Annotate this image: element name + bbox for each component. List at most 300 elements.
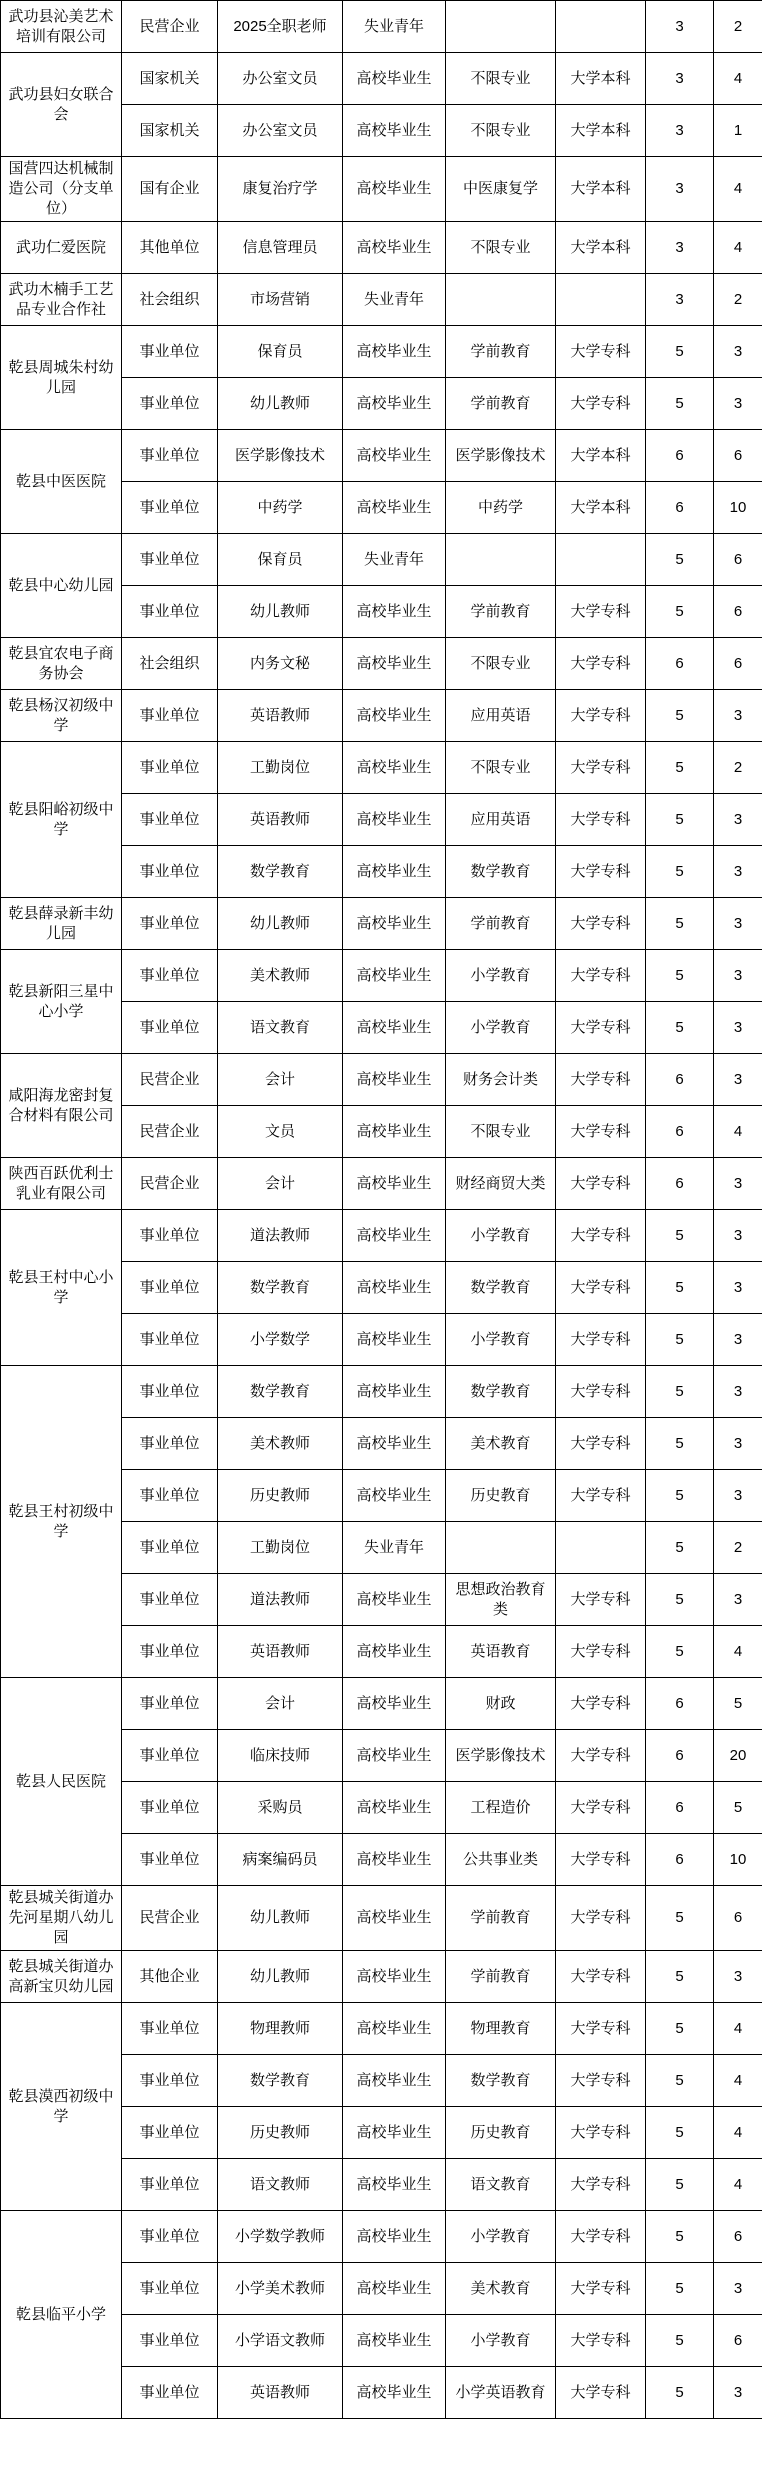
major-requirement-cell: 不限专业 xyxy=(446,105,556,157)
duration-cell: 6 xyxy=(646,1782,714,1834)
position-cell: 历史教师 xyxy=(218,2107,343,2159)
unit-type-cell: 事业单位 xyxy=(122,534,218,586)
education-requirement-cell: 大学专科 xyxy=(556,2159,646,2211)
table-row xyxy=(1,2211,762,2263)
duration-cell: 5 xyxy=(646,378,714,430)
position-cell: 病案编码员 xyxy=(218,1834,343,1886)
unit-type-cell: 其他企业 xyxy=(122,1951,218,2003)
education-requirement-cell: 大学专科 xyxy=(556,2315,646,2367)
target-group-cell: 高校毕业生 xyxy=(343,1574,446,1626)
position-cell: 美术教师 xyxy=(218,950,343,1002)
unit-type-cell: 事业单位 xyxy=(122,2263,218,2315)
unit-type-cell: 事业单位 xyxy=(122,950,218,1002)
unit-type-cell: 社会组织 xyxy=(122,638,218,690)
major-requirement-cell: 学前教育 xyxy=(446,1951,556,2003)
duration-cell: 5 xyxy=(646,586,714,638)
major-requirement-cell: 财政 xyxy=(446,1678,556,1730)
headcount-cell: 10 xyxy=(714,482,762,534)
table-row xyxy=(1,53,762,105)
unit-type-cell: 事业单位 xyxy=(122,2159,218,2211)
headcount-cell: 2 xyxy=(714,1522,762,1574)
target-group-cell: 高校毕业生 xyxy=(343,2107,446,2159)
table-row xyxy=(1,1678,762,1730)
duration-cell: 5 xyxy=(646,1366,714,1418)
duration-cell: 6 xyxy=(646,1158,714,1210)
education-requirement-cell: 大学专科 xyxy=(556,794,646,846)
target-group-cell: 高校毕业生 xyxy=(343,1106,446,1158)
education-requirement-cell: 大学专科 xyxy=(556,1626,646,1678)
major-requirement-cell: 语文教育 xyxy=(446,2159,556,2211)
table-row xyxy=(1,638,762,690)
major-requirement-cell: 中药学 xyxy=(446,482,556,534)
major-requirement-cell: 思想政治教育类 xyxy=(446,1574,556,1626)
target-group-cell: 高校毕业生 xyxy=(343,1951,446,2003)
position-cell: 幼儿教师 xyxy=(218,1951,343,2003)
duration-cell: 5 xyxy=(646,950,714,1002)
position-cell: 数学教育 xyxy=(218,846,343,898)
education-requirement-cell: 大学专科 xyxy=(556,1158,646,1210)
target-group-cell: 高校毕业生 xyxy=(343,2003,446,2055)
headcount-cell: 2 xyxy=(714,1,762,53)
table-row xyxy=(1,326,762,378)
unit-type-cell: 事业单位 xyxy=(122,898,218,950)
org-name-cell: 乾县人民医院 xyxy=(1,1678,122,1886)
position-cell: 康复治疗学 xyxy=(218,157,343,222)
org-name-cell: 乾县城关街道办先河星期八幼儿园 xyxy=(1,1886,122,1951)
headcount-cell: 3 xyxy=(714,1951,762,2003)
duration-cell: 5 xyxy=(646,2003,714,2055)
headcount-cell: 20 xyxy=(714,1730,762,1782)
major-requirement-cell: 中医康复学 xyxy=(446,157,556,222)
unit-type-cell: 事业单位 xyxy=(122,326,218,378)
position-cell: 会计 xyxy=(218,1158,343,1210)
education-requirement-cell xyxy=(556,534,646,586)
education-requirement-cell: 大学本科 xyxy=(556,430,646,482)
education-requirement-cell: 大学专科 xyxy=(556,638,646,690)
table-row xyxy=(1,1,762,53)
headcount-cell: 3 xyxy=(714,1314,762,1366)
unit-type-cell: 国家机关 xyxy=(122,53,218,105)
major-requirement-cell: 数学教育 xyxy=(446,846,556,898)
duration-cell: 5 xyxy=(646,1262,714,1314)
duration-cell: 5 xyxy=(646,2211,714,2263)
major-requirement-cell: 美术教育 xyxy=(446,1418,556,1470)
org-name-cell: 乾县杨汉初级中学 xyxy=(1,690,122,742)
unit-type-cell: 事业单位 xyxy=(122,586,218,638)
education-requirement-cell: 大学专科 xyxy=(556,1782,646,1834)
target-group-cell: 失业青年 xyxy=(343,534,446,586)
education-requirement-cell: 大学专科 xyxy=(556,2263,646,2315)
duration-cell: 6 xyxy=(646,1106,714,1158)
education-requirement-cell: 大学专科 xyxy=(556,690,646,742)
major-requirement-cell: 小学教育 xyxy=(446,2315,556,2367)
education-requirement-cell: 大学专科 xyxy=(556,2211,646,2263)
org-name-cell: 武功县沁美艺术培训有限公司 xyxy=(1,1,122,53)
major-requirement-cell xyxy=(446,274,556,326)
duration-cell: 6 xyxy=(646,1054,714,1106)
education-requirement-cell: 大学专科 xyxy=(556,1366,646,1418)
target-group-cell: 高校毕业生 xyxy=(343,378,446,430)
duration-cell: 6 xyxy=(646,1678,714,1730)
unit-type-cell: 事业单位 xyxy=(122,1834,218,1886)
major-requirement-cell: 物理教育 xyxy=(446,2003,556,2055)
major-requirement-cell: 不限专业 xyxy=(446,222,556,274)
headcount-cell: 6 xyxy=(714,1886,762,1951)
major-requirement-cell: 不限专业 xyxy=(446,1106,556,1158)
position-cell: 道法教师 xyxy=(218,1574,343,1626)
target-group-cell: 失业青年 xyxy=(343,1522,446,1574)
target-group-cell: 高校毕业生 xyxy=(343,950,446,1002)
headcount-cell: 4 xyxy=(714,1106,762,1158)
duration-cell: 5 xyxy=(646,2263,714,2315)
target-group-cell: 高校毕业生 xyxy=(343,1470,446,1522)
position-cell: 数学教育 xyxy=(218,2055,343,2107)
table-row xyxy=(1,1210,762,1262)
unit-type-cell: 事业单位 xyxy=(122,1522,218,1574)
education-requirement-cell: 大学专科 xyxy=(556,1314,646,1366)
org-name-cell: 武功木楠手工艺品专业合作社 xyxy=(1,274,122,326)
target-group-cell: 高校毕业生 xyxy=(343,1366,446,1418)
headcount-cell: 2 xyxy=(714,274,762,326)
target-group-cell: 高校毕业生 xyxy=(343,1054,446,1106)
table-row xyxy=(1,274,762,326)
education-requirement-cell: 大学专科 xyxy=(556,898,646,950)
duration-cell: 3 xyxy=(646,274,714,326)
headcount-cell: 3 xyxy=(714,690,762,742)
org-name-cell: 国营四达机械制造公司（分支单位） xyxy=(1,157,122,222)
unit-type-cell: 事业单位 xyxy=(122,1678,218,1730)
position-cell: 英语教师 xyxy=(218,1626,343,1678)
education-requirement-cell: 大学专科 xyxy=(556,2107,646,2159)
table-row xyxy=(1,742,762,794)
position-cell: 保育员 xyxy=(218,326,343,378)
education-requirement-cell: 大学本科 xyxy=(556,105,646,157)
target-group-cell: 高校毕业生 xyxy=(343,1314,446,1366)
duration-cell: 3 xyxy=(646,157,714,222)
unit-type-cell: 事业单位 xyxy=(122,1470,218,1522)
org-name-cell: 乾县薛录新丰幼儿园 xyxy=(1,898,122,950)
unit-type-cell: 民营企业 xyxy=(122,1158,218,1210)
target-group-cell: 高校毕业生 xyxy=(343,2315,446,2367)
unit-type-cell: 民营企业 xyxy=(122,1886,218,1951)
education-requirement-cell: 大学本科 xyxy=(556,157,646,222)
target-group-cell: 高校毕业生 xyxy=(343,222,446,274)
position-cell: 美术教师 xyxy=(218,1418,343,1470)
table-row xyxy=(1,1366,762,1418)
duration-cell: 5 xyxy=(646,1522,714,1574)
headcount-cell: 3 xyxy=(714,794,762,846)
major-requirement-cell: 不限专业 xyxy=(446,638,556,690)
education-requirement-cell: 大学专科 xyxy=(556,1002,646,1054)
major-requirement-cell: 公共事业类 xyxy=(446,1834,556,1886)
duration-cell: 5 xyxy=(646,1951,714,2003)
table-row xyxy=(1,1054,762,1106)
unit-type-cell: 事业单位 xyxy=(122,1574,218,1626)
major-requirement-cell: 医学影像技术 xyxy=(446,1730,556,1782)
major-requirement-cell: 不限专业 xyxy=(446,742,556,794)
target-group-cell: 高校毕业生 xyxy=(343,1886,446,1951)
org-name-cell: 乾县周城朱村幼儿园 xyxy=(1,326,122,430)
unit-type-cell: 事业单位 xyxy=(122,2107,218,2159)
education-requirement-cell: 大学专科 xyxy=(556,2367,646,2419)
unit-type-cell: 事业单位 xyxy=(122,482,218,534)
table-row xyxy=(1,222,762,274)
headcount-cell: 3 xyxy=(714,1574,762,1626)
org-name-cell: 乾县中心幼儿园 xyxy=(1,534,122,638)
position-cell: 信息管理员 xyxy=(218,222,343,274)
org-name-cell: 咸阳海龙密封复合材料有限公司 xyxy=(1,1054,122,1158)
position-cell: 内务文秘 xyxy=(218,638,343,690)
headcount-cell: 3 xyxy=(714,1210,762,1262)
target-group-cell: 高校毕业生 xyxy=(343,742,446,794)
duration-cell: 3 xyxy=(646,53,714,105)
position-cell: 幼儿教师 xyxy=(218,1886,343,1951)
unit-type-cell: 事业单位 xyxy=(122,378,218,430)
table-row xyxy=(1,1886,762,1951)
duration-cell: 5 xyxy=(646,742,714,794)
major-requirement-cell: 不限专业 xyxy=(446,53,556,105)
target-group-cell: 高校毕业生 xyxy=(343,105,446,157)
major-requirement-cell: 数学教育 xyxy=(446,1262,556,1314)
org-name-cell: 乾县宜农电子商务协会 xyxy=(1,638,122,690)
headcount-cell: 3 xyxy=(714,378,762,430)
headcount-cell: 3 xyxy=(714,2263,762,2315)
target-group-cell: 高校毕业生 xyxy=(343,690,446,742)
headcount-cell: 3 xyxy=(714,2367,762,2419)
education-requirement-cell: 大学专科 xyxy=(556,326,646,378)
position-cell: 文员 xyxy=(218,1106,343,1158)
unit-type-cell: 事业单位 xyxy=(122,794,218,846)
major-requirement-cell: 小学教育 xyxy=(446,950,556,1002)
headcount-cell: 3 xyxy=(714,326,762,378)
unit-type-cell: 事业单位 xyxy=(122,846,218,898)
table-row xyxy=(1,1158,762,1210)
headcount-cell: 5 xyxy=(714,1782,762,1834)
target-group-cell: 高校毕业生 xyxy=(343,794,446,846)
unit-type-cell: 事业单位 xyxy=(122,2055,218,2107)
target-group-cell: 高校毕业生 xyxy=(343,2367,446,2419)
unit-type-cell: 事业单位 xyxy=(122,1366,218,1418)
major-requirement-cell: 小学教育 xyxy=(446,2211,556,2263)
target-group-cell: 高校毕业生 xyxy=(343,326,446,378)
major-requirement-cell xyxy=(446,1522,556,1574)
target-group-cell: 高校毕业生 xyxy=(343,638,446,690)
target-group-cell: 高校毕业生 xyxy=(343,1730,446,1782)
table-row xyxy=(1,430,762,482)
major-requirement-cell: 工程造价 xyxy=(446,1782,556,1834)
position-cell: 小学数学 xyxy=(218,1314,343,1366)
major-requirement-cell: 小学教育 xyxy=(446,1210,556,1262)
unit-type-cell: 民营企业 xyxy=(122,1106,218,1158)
position-cell: 临床技师 xyxy=(218,1730,343,1782)
education-requirement-cell: 大学专科 xyxy=(556,2003,646,2055)
headcount-cell: 3 xyxy=(714,1262,762,1314)
headcount-cell: 4 xyxy=(714,53,762,105)
target-group-cell: 高校毕业生 xyxy=(343,1210,446,1262)
major-requirement-cell: 应用英语 xyxy=(446,794,556,846)
target-group-cell: 高校毕业生 xyxy=(343,1626,446,1678)
unit-type-cell: 民营企业 xyxy=(122,1054,218,1106)
major-requirement-cell: 学前教育 xyxy=(446,1886,556,1951)
position-cell: 数学教育 xyxy=(218,1262,343,1314)
duration-cell: 3 xyxy=(646,105,714,157)
position-cell: 英语教师 xyxy=(218,2367,343,2419)
org-name-cell: 乾县王村中心小学 xyxy=(1,1210,122,1366)
major-requirement-cell: 学前教育 xyxy=(446,898,556,950)
major-requirement-cell: 应用英语 xyxy=(446,690,556,742)
org-name-cell: 乾县城关街道办高新宝贝幼儿园 xyxy=(1,1951,122,2003)
target-group-cell: 高校毕业生 xyxy=(343,586,446,638)
headcount-cell: 4 xyxy=(714,222,762,274)
unit-type-cell: 事业单位 xyxy=(122,2315,218,2367)
unit-type-cell: 社会组织 xyxy=(122,274,218,326)
table-row xyxy=(1,950,762,1002)
position-cell: 办公室文员 xyxy=(218,105,343,157)
headcount-cell: 4 xyxy=(714,2159,762,2211)
major-requirement-cell: 医学影像技术 xyxy=(446,430,556,482)
headcount-cell: 3 xyxy=(714,1418,762,1470)
major-requirement-cell: 学前教育 xyxy=(446,586,556,638)
org-name-cell: 乾县王村初级中学 xyxy=(1,1366,122,1678)
headcount-cell: 3 xyxy=(714,1366,762,1418)
duration-cell: 5 xyxy=(646,794,714,846)
unit-type-cell: 事业单位 xyxy=(122,1418,218,1470)
headcount-cell: 6 xyxy=(714,534,762,586)
position-cell: 幼儿教师 xyxy=(218,586,343,638)
education-requirement-cell: 大学专科 xyxy=(556,378,646,430)
headcount-cell: 3 xyxy=(714,1054,762,1106)
headcount-cell: 3 xyxy=(714,846,762,898)
duration-cell: 5 xyxy=(646,846,714,898)
headcount-cell: 1 xyxy=(714,105,762,157)
duration-cell: 5 xyxy=(646,2367,714,2419)
education-requirement-cell: 大学专科 xyxy=(556,742,646,794)
education-requirement-cell: 大学专科 xyxy=(556,1678,646,1730)
unit-type-cell: 事业单位 xyxy=(122,742,218,794)
headcount-cell: 4 xyxy=(714,157,762,222)
education-requirement-cell: 大学专科 xyxy=(556,1210,646,1262)
major-requirement-cell: 学前教育 xyxy=(446,326,556,378)
duration-cell: 6 xyxy=(646,482,714,534)
major-requirement-cell: 财务会计类 xyxy=(446,1054,556,1106)
org-name-cell: 乾县中医医院 xyxy=(1,430,122,534)
education-requirement-cell: 大学专科 xyxy=(556,1262,646,1314)
education-requirement-cell xyxy=(556,1522,646,1574)
headcount-cell: 6 xyxy=(714,586,762,638)
education-requirement-cell: 大学专科 xyxy=(556,2055,646,2107)
target-group-cell: 高校毕业生 xyxy=(343,1158,446,1210)
duration-cell: 5 xyxy=(646,1002,714,1054)
unit-type-cell: 事业单位 xyxy=(122,430,218,482)
unit-type-cell: 事业单位 xyxy=(122,1002,218,1054)
headcount-cell: 6 xyxy=(714,430,762,482)
education-requirement-cell: 大学专科 xyxy=(556,950,646,1002)
position-cell: 英语教师 xyxy=(218,690,343,742)
unit-type-cell: 事业单位 xyxy=(122,1262,218,1314)
position-cell: 工勤岗位 xyxy=(218,1522,343,1574)
target-group-cell: 高校毕业生 xyxy=(343,1002,446,1054)
target-group-cell: 失业青年 xyxy=(343,1,446,53)
headcount-cell: 2 xyxy=(714,742,762,794)
duration-cell: 5 xyxy=(646,690,714,742)
duration-cell: 5 xyxy=(646,2055,714,2107)
major-requirement-cell: 小学教育 xyxy=(446,1002,556,1054)
duration-cell: 5 xyxy=(646,898,714,950)
unit-type-cell: 事业单位 xyxy=(122,1626,218,1678)
education-requirement-cell: 大学本科 xyxy=(556,222,646,274)
major-requirement-cell: 数学教育 xyxy=(446,2055,556,2107)
unit-type-cell: 国家机关 xyxy=(122,105,218,157)
education-requirement-cell xyxy=(556,1,646,53)
major-requirement-cell: 财经商贸大类 xyxy=(446,1158,556,1210)
unit-type-cell: 事业单位 xyxy=(122,2367,218,2419)
headcount-cell: 4 xyxy=(714,2003,762,2055)
position-cell: 道法教师 xyxy=(218,1210,343,1262)
headcount-cell: 3 xyxy=(714,1002,762,1054)
headcount-cell: 5 xyxy=(714,1678,762,1730)
position-cell: 市场营销 xyxy=(218,274,343,326)
major-requirement-cell xyxy=(446,1,556,53)
education-requirement-cell: 大学专科 xyxy=(556,1886,646,1951)
education-requirement-cell: 大学专科 xyxy=(556,1951,646,2003)
position-cell: 办公室文员 xyxy=(218,53,343,105)
table-row xyxy=(1,1951,762,2003)
duration-cell: 6 xyxy=(646,1730,714,1782)
table-row xyxy=(1,2003,762,2055)
education-requirement-cell: 大学专科 xyxy=(556,1730,646,1782)
headcount-cell: 4 xyxy=(714,2055,762,2107)
target-group-cell: 高校毕业生 xyxy=(343,2211,446,2263)
unit-type-cell: 国有企业 xyxy=(122,157,218,222)
headcount-cell: 3 xyxy=(714,898,762,950)
duration-cell: 3 xyxy=(646,1,714,53)
duration-cell: 5 xyxy=(646,1886,714,1951)
org-name-cell: 乾县新阳三星中心小学 xyxy=(1,950,122,1054)
duration-cell: 3 xyxy=(646,222,714,274)
target-group-cell: 失业青年 xyxy=(343,274,446,326)
duration-cell: 5 xyxy=(646,1210,714,1262)
org-name-cell: 乾县临平小学 xyxy=(1,2211,122,2419)
position-cell: 医学影像技术 xyxy=(218,430,343,482)
target-group-cell: 高校毕业生 xyxy=(343,2055,446,2107)
table-row xyxy=(1,690,762,742)
headcount-cell: 3 xyxy=(714,1158,762,1210)
major-requirement-cell: 数学教育 xyxy=(446,1366,556,1418)
education-requirement-cell: 大学本科 xyxy=(556,482,646,534)
major-requirement-cell: 小学英语教育 xyxy=(446,2367,556,2419)
duration-cell: 6 xyxy=(646,1834,714,1886)
position-cell: 采购员 xyxy=(218,1782,343,1834)
position-cell: 幼儿教师 xyxy=(218,898,343,950)
unit-type-cell: 事业单位 xyxy=(122,1314,218,1366)
education-requirement-cell: 大学专科 xyxy=(556,1106,646,1158)
position-cell: 会计 xyxy=(218,1678,343,1730)
education-requirement-cell: 大学专科 xyxy=(556,1470,646,1522)
major-requirement-cell: 历史教育 xyxy=(446,2107,556,2159)
position-cell: 语文教育 xyxy=(218,1002,343,1054)
headcount-cell: 4 xyxy=(714,1626,762,1678)
headcount-cell: 10 xyxy=(714,1834,762,1886)
education-requirement-cell: 大学专科 xyxy=(556,1054,646,1106)
unit-type-cell: 事业单位 xyxy=(122,1782,218,1834)
org-name-cell: 武功仁爱医院 xyxy=(1,222,122,274)
duration-cell: 5 xyxy=(646,1574,714,1626)
table-row xyxy=(1,157,762,222)
duration-cell: 5 xyxy=(646,2159,714,2211)
major-requirement-cell: 美术教育 xyxy=(446,2263,556,2315)
major-requirement-cell: 英语教育 xyxy=(446,1626,556,1678)
duration-cell: 6 xyxy=(646,430,714,482)
